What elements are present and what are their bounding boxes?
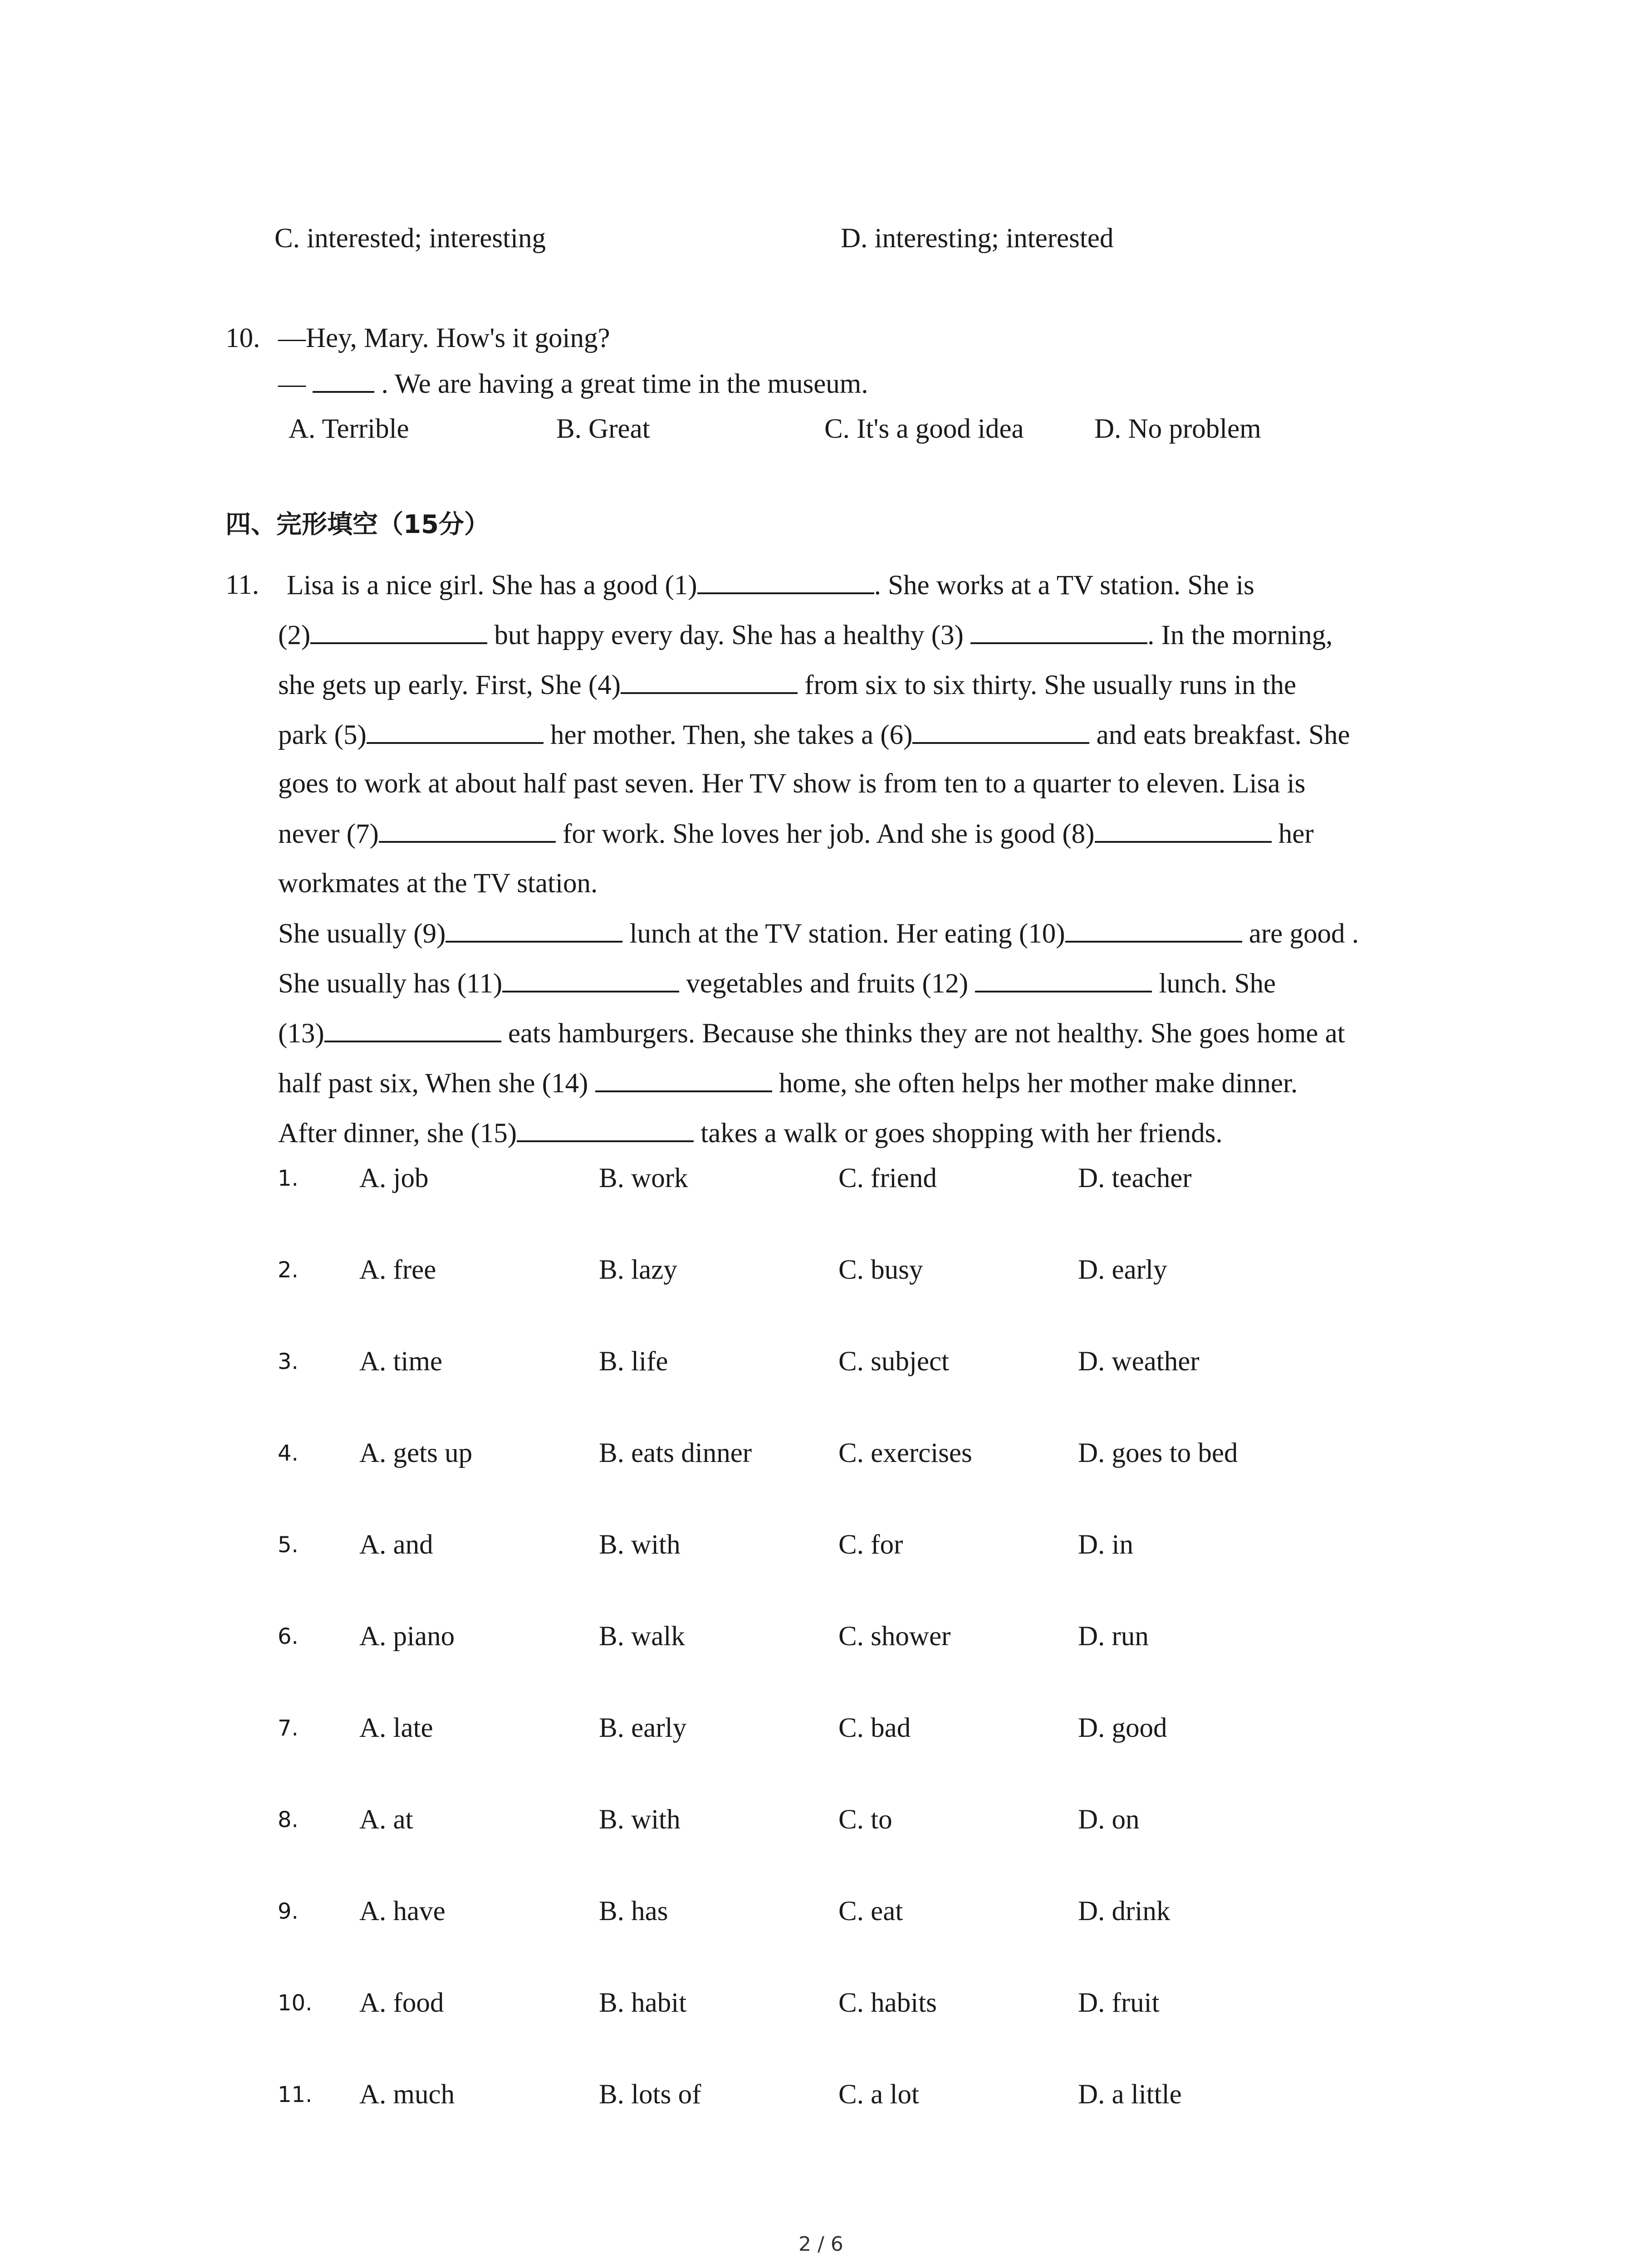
choice-c[interactable]: C. for xyxy=(838,1530,903,1560)
choice-row xyxy=(0,1619,1641,1656)
blank-4[interactable] xyxy=(621,668,798,694)
choice-row xyxy=(0,1344,1641,1381)
q10-number: 10. xyxy=(225,323,260,353)
blank-6[interactable] xyxy=(912,718,1089,744)
passage-line: park (5) her mother. Then, she takes a (6) and eats breakfast. She xyxy=(278,718,1350,753)
choice-number: 8. xyxy=(278,1807,299,1833)
choice-d[interactable]: D. good xyxy=(1078,1713,1167,1743)
choice-row xyxy=(0,1986,1641,2022)
q10-blank[interactable] xyxy=(313,367,374,393)
blank-13[interactable] xyxy=(324,1016,501,1042)
blank-10[interactable] xyxy=(1065,916,1242,943)
blank-7[interactable] xyxy=(379,816,556,843)
choice-a[interactable]: A. job xyxy=(359,1163,429,1193)
passage-line: After dinner, she (15) takes a walk or goes shopping with her friends. xyxy=(278,1116,1223,1151)
passage-line: She usually has (11) vegetables and fruits (12) lunch. She xyxy=(278,966,1276,1001)
choice-row xyxy=(0,1161,1641,1198)
choice-c[interactable]: C. to xyxy=(838,1804,892,1835)
choice-number: 5. xyxy=(278,1532,299,1558)
choice-b[interactable]: B. life xyxy=(599,1346,668,1377)
choice-d[interactable]: D. on xyxy=(1078,1804,1140,1835)
blank-1[interactable] xyxy=(697,568,874,594)
choice-row xyxy=(0,1711,1641,1747)
choice-number: 6. xyxy=(278,1624,299,1649)
passage-line: (2) but happy every day. She has a healthy (3) . In the morning, xyxy=(278,618,1332,653)
choice-c[interactable]: C. shower xyxy=(838,1621,951,1652)
q10-dash: — xyxy=(278,369,306,399)
choice-b[interactable]: B. habit xyxy=(599,1988,687,2018)
choice-c[interactable]: C. friend xyxy=(838,1163,937,1193)
q10-option-c: C. It's a good idea xyxy=(824,414,1024,444)
choice-c[interactable]: C. busy xyxy=(838,1255,923,1285)
q10-option-a: A. Terrible xyxy=(289,414,409,444)
q11-number: 11. xyxy=(225,570,259,600)
choice-a[interactable]: A. time xyxy=(359,1346,442,1377)
choice-number: 3. xyxy=(278,1349,299,1374)
choice-number: 2. xyxy=(278,1257,299,1283)
choice-a[interactable]: A. late xyxy=(359,1713,433,1743)
blank-14[interactable] xyxy=(595,1066,772,1092)
choice-a[interactable]: A. piano xyxy=(359,1621,455,1652)
q10-line2-text: . We are having a great time in the museum. xyxy=(381,369,868,399)
choice-c[interactable]: C. habits xyxy=(838,1988,937,2018)
choice-c[interactable]: C. eat xyxy=(838,1896,903,1926)
choice-d[interactable]: D. weather xyxy=(1078,1346,1200,1377)
choice-b[interactable]: B. early xyxy=(599,1713,687,1743)
choice-a[interactable]: A. have xyxy=(359,1896,446,1926)
choice-b[interactable]: B. with xyxy=(599,1530,681,1560)
choice-number: 4. xyxy=(278,1441,299,1466)
passage-line: she gets up early. First, She (4) from six to six thirty. She usually runs in the xyxy=(278,668,1296,703)
q10-option-d: D. No problem xyxy=(1094,414,1261,444)
choice-d[interactable]: D. drink xyxy=(1078,1896,1171,1926)
q10-option-b: B. Great xyxy=(556,414,650,444)
blank-9[interactable] xyxy=(446,916,622,943)
choice-row xyxy=(0,1803,1641,1839)
choice-row xyxy=(0,1528,1641,1564)
choice-number: 9. xyxy=(278,1899,299,1924)
passage-line: (13) eats hamburgers. Because she thinks they are not healthy. She goes home at xyxy=(278,1016,1345,1051)
choice-row xyxy=(0,1436,1641,1472)
q10-line2 xyxy=(278,367,868,401)
choice-row xyxy=(0,2077,1641,2114)
choice-b[interactable]: B. with xyxy=(599,1804,681,1835)
blank-2[interactable] xyxy=(310,618,487,644)
choice-b[interactable]: B. work xyxy=(599,1163,688,1193)
blank-3[interactable] xyxy=(970,618,1147,644)
choice-a[interactable]: A. much xyxy=(359,2079,455,2110)
q10-line1: —Hey, Mary. How's it going? xyxy=(278,323,610,353)
choice-d[interactable]: D. teacher xyxy=(1078,1163,1192,1193)
blank-5[interactable] xyxy=(367,718,544,744)
choice-row xyxy=(0,1253,1641,1289)
choice-b[interactable]: B. lazy xyxy=(599,1255,677,1285)
choice-a[interactable]: A. and xyxy=(359,1530,433,1560)
choice-number: 10. xyxy=(278,1990,313,2016)
choice-d[interactable]: D. fruit xyxy=(1078,1988,1160,2018)
blank-12[interactable] xyxy=(975,966,1152,992)
choice-number: 1. xyxy=(278,1166,299,1191)
page-number: 2 / 6 xyxy=(798,2233,843,2256)
passage-line: She usually (9) lunch at the TV station. Her eating (10) are good . xyxy=(278,916,1359,951)
section-heading: 四、完形填空（15分） xyxy=(225,510,490,539)
choice-b[interactable]: B. eats dinner xyxy=(599,1438,752,1468)
q9-option-d: D. interesting; interested xyxy=(841,223,1114,254)
choice-c[interactable]: C. bad xyxy=(838,1713,911,1743)
choice-d[interactable]: D. goes to bed xyxy=(1078,1438,1238,1468)
passage-line: never (7) for work. She loves her job. And she is good (8) her xyxy=(278,816,1314,851)
choice-d[interactable]: D. early xyxy=(1078,1255,1167,1285)
blank-11[interactable] xyxy=(502,966,679,992)
choice-number: 7. xyxy=(278,1716,299,1741)
blank-15[interactable] xyxy=(517,1116,694,1142)
blank-8[interactable] xyxy=(1095,816,1272,843)
choice-a[interactable]: A. gets up xyxy=(359,1438,473,1468)
choice-c[interactable]: C. exercises xyxy=(838,1438,972,1468)
passage-line: goes to work at about half past seven. Her TV show is from ten to a quarter to eleven. Lisa is xyxy=(278,768,1306,799)
choice-d[interactable]: D. run xyxy=(1078,1621,1149,1652)
choice-d[interactable]: D. in xyxy=(1078,1530,1133,1560)
choice-row xyxy=(0,1894,1641,1931)
choice-a[interactable]: A. food xyxy=(359,1988,444,2018)
passage-line: workmates at the TV station. xyxy=(278,868,598,899)
choice-b[interactable]: B. has xyxy=(599,1896,668,1926)
choice-c[interactable]: C. subject xyxy=(838,1346,949,1377)
choice-a[interactable]: A. at xyxy=(359,1804,413,1835)
choice-d[interactable]: D. a little xyxy=(1078,2079,1182,2110)
choice-number: 11. xyxy=(278,2082,313,2107)
choice-b[interactable]: B. lots of xyxy=(599,2079,701,2110)
choice-b[interactable]: B. walk xyxy=(599,1621,685,1652)
passage-line: half past six, When she (14) home, she often helps her mother make dinner. xyxy=(278,1066,1298,1101)
choice-c[interactable]: C. a lot xyxy=(838,2079,919,2110)
passage-line: Lisa is a nice girl. She has a good (1) . She works at a TV station. She is xyxy=(287,568,1254,603)
choice-a[interactable]: A. free xyxy=(359,1255,436,1285)
q9-option-c: C. interested; interesting xyxy=(274,223,546,254)
